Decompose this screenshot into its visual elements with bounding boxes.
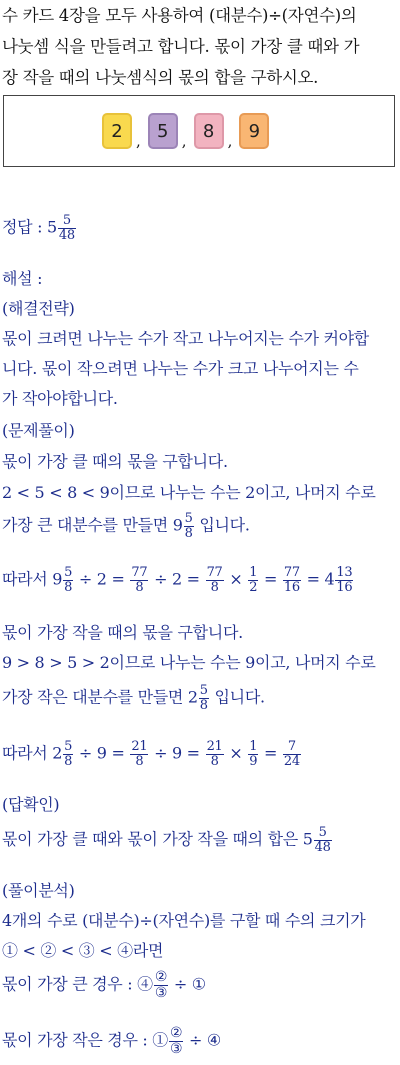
number-card-box bbox=[3, 95, 395, 167]
card-separator: , bbox=[227, 132, 233, 150]
card-separator: , bbox=[136, 132, 141, 150]
min-order: 9 > 8 > 5 > 2이므로 나누는 수는 9이고, 나머지 수로 bbox=[2, 653, 376, 672]
max-intro: 몫이 가장 클 때의 몫을 구합니다. bbox=[2, 452, 228, 471]
min-mixed-line: 가장 작은 대분수를 만들면 2 $\frac{5}{8}$ 입니다. bbox=[2, 683, 265, 713]
number-card-8: 8 bbox=[194, 113, 224, 149]
answer-fraction: $\frac{5}{48}$ bbox=[58, 213, 75, 243]
solution-label: (문제풀이) bbox=[2, 421, 75, 440]
answer-label: 정답 : 5 bbox=[2, 217, 57, 237]
number-card-2: 2 bbox=[102, 113, 132, 149]
number-card-9: 9 bbox=[239, 113, 269, 149]
smallest-case-line: 몫이 가장 작은 경우 : ① $\frac{\text{②}}{\text{③}}$ ÷ ④ bbox=[2, 1025, 221, 1057]
strategy-line-2: 니다. 몫이 작으려면 나누는 수가 크고 나누어지는 수 bbox=[2, 359, 359, 378]
card-row bbox=[102, 113, 269, 149]
strategy-line-3: 가 작아야합니다. bbox=[2, 389, 118, 408]
question-line-2: 나눗셈 식을 만들려고 합니다. 몫이 가장 클 때와 가 bbox=[2, 37, 360, 56]
question-line-3: 장 작을 때의 나눗셈식의 몫의 합을 구하시오. bbox=[2, 68, 319, 87]
question-line-1: 수 카드 4장을 모두 사용하여 (대분수)÷(자연수)의 bbox=[2, 6, 357, 25]
largest-case-line: 몫이 가장 큰 경우 : ④ $\frac{\text{②}}{\text{③}}$ ÷ ① bbox=[2, 969, 206, 1001]
number-card-5: 5 bbox=[148, 113, 178, 149]
min-calc-line: 따라서 2 $\frac{5}{8}$ ÷ 9 = $\frac{21}{8}$ ÷ 9 = $\frac{21}{8}$ × $\frac{1}{9}$ = $\frac{7}{24}$ bbox=[2, 739, 300, 769]
strategy-line-1: 몫이 크려면 나누는 수가 작고 나누어지는 수가 커야합 bbox=[2, 329, 369, 348]
strategy-label: (해결전략) bbox=[2, 299, 75, 318]
card-separator: , bbox=[181, 132, 187, 150]
min-mixed-fraction: $\frac{5}{8}$ bbox=[199, 683, 208, 713]
explanation-title: 해설 : bbox=[2, 269, 43, 288]
smallest-case-fraction: $\frac{\text{②}}{\text{③}}$ bbox=[169, 1025, 183, 1057]
max-order: 2 < 5 < 8 < 9이므로 나누는 수는 2이고, 나머지 수로 bbox=[2, 483, 376, 502]
answer-line bbox=[2, 214, 77, 242]
max-mixed-fraction: $\frac{5}{8}$ bbox=[184, 511, 193, 541]
min-intro: 몫이 가장 작을 때의 몫을 구합니다. bbox=[2, 623, 243, 642]
largest-case-fraction: $\frac{\text{②}}{\text{③}}$ bbox=[154, 969, 168, 1001]
check-label: (답확인) bbox=[2, 795, 60, 814]
check-fraction: $\frac{5}{48}$ bbox=[314, 825, 331, 855]
analysis-label: (풀이분석) bbox=[2, 881, 75, 900]
max-mixed-line: 가장 큰 대분수를 만들면 9 $\frac{5}{8}$ 입니다. bbox=[2, 511, 250, 541]
analysis-line-2: ① < ② < ③ < ④라면 bbox=[2, 941, 164, 960]
analysis-line-1: 4개의 수로 (대분수)÷(자연수)를 구할 때 수의 크기가 bbox=[2, 911, 366, 930]
check-line: 몫이 가장 클 때와 몫이 가장 작을 때의 합은 5 $\frac{5}{48}$ bbox=[2, 825, 331, 855]
max-calc-line: 따라서 9 $\frac{5}{8}$ ÷ 2 = $\frac{77}{8}$ ÷ 2 = $\frac{77}{8}$ × $\frac{1}{2}$ = $\frac{77}{16}$ = 4 $\frac{13}{16}$ bbox=[2, 565, 353, 595]
